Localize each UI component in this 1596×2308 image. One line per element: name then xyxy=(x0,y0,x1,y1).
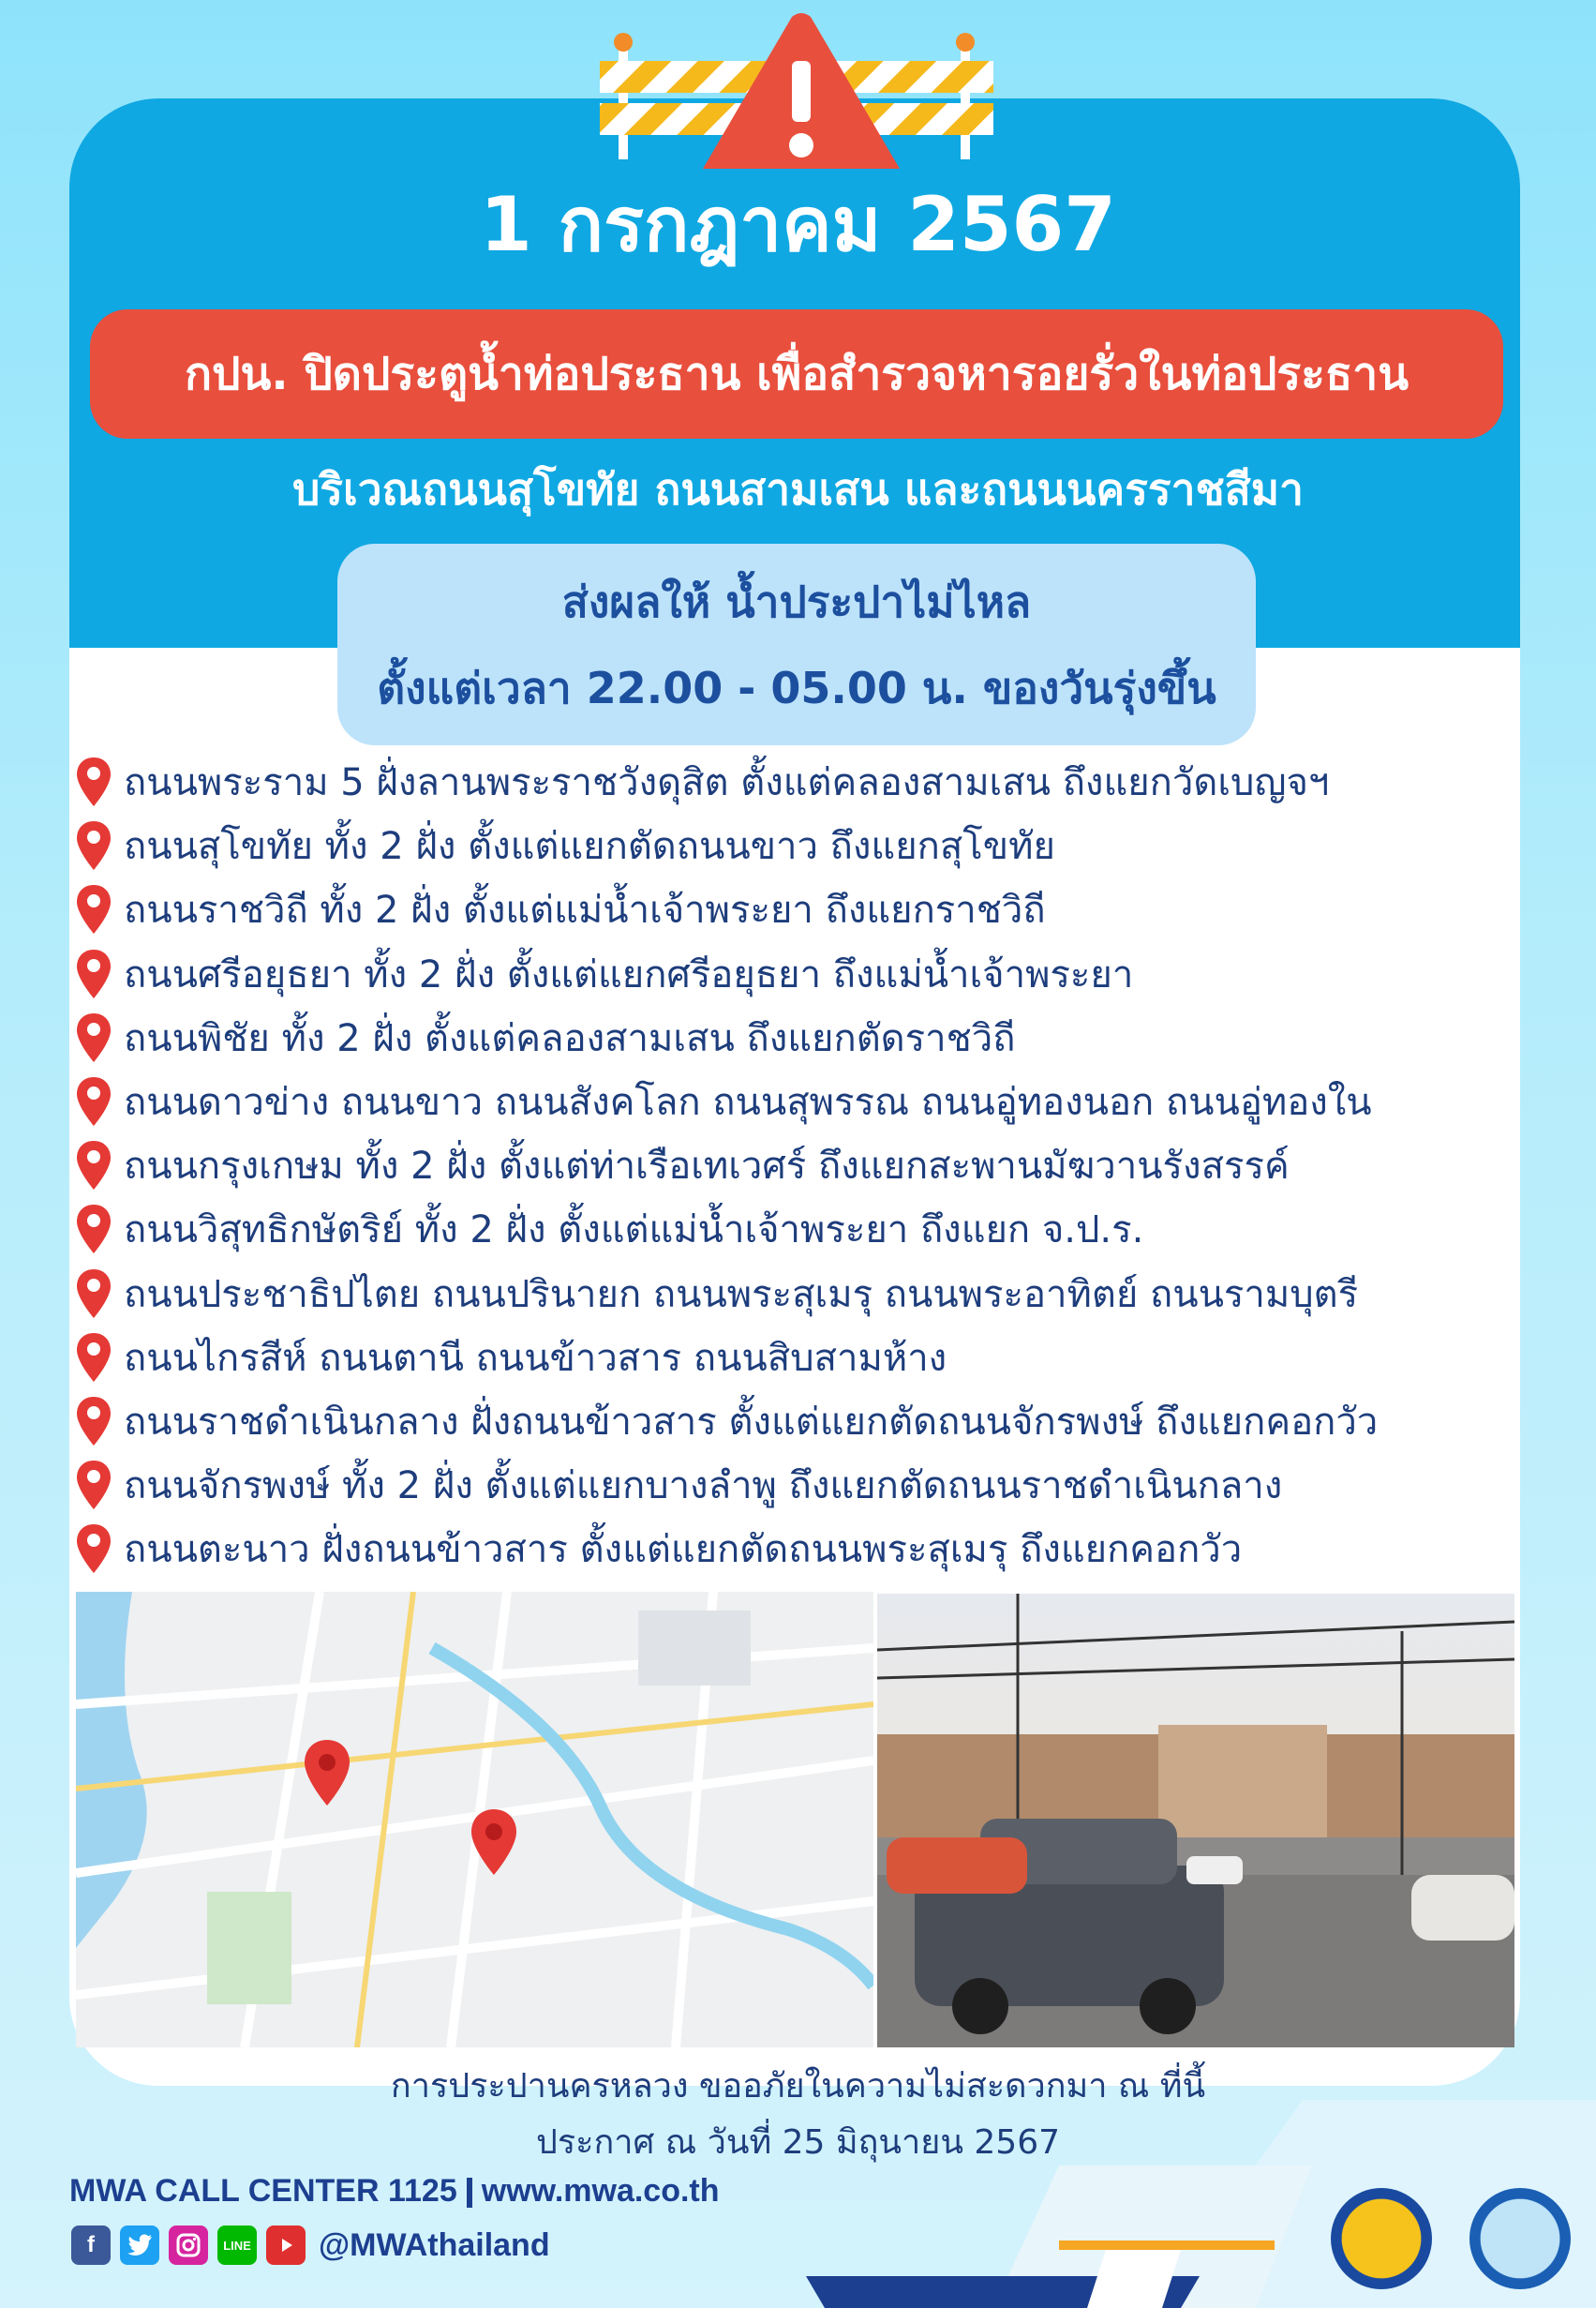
list-item xyxy=(75,1133,1556,1197)
map-pin-icon xyxy=(75,1459,112,1511)
map-pin-icon xyxy=(75,948,112,1000)
road-text: ถนนศรีอยุธยา ทั้ง 2 ฝั่ง ตั้งแต่แยกศรีอยุธยา ถึงแม่น้ำเจ้าพระยา xyxy=(124,952,1134,997)
list-item xyxy=(75,877,1556,941)
instagram-icon[interactable] xyxy=(169,2226,208,2265)
list-item xyxy=(75,1070,1556,1133)
list-item xyxy=(75,1197,1556,1261)
map-pin-icon xyxy=(75,1522,112,1575)
facebook-icon[interactable]: f xyxy=(71,2226,111,2265)
list-item xyxy=(75,1389,1556,1453)
effect-box xyxy=(337,544,1256,745)
map-pin-icon xyxy=(75,819,112,872)
effect-line-1: ส่งผลให้ น้ำประปาไม่ไหล xyxy=(561,577,1032,627)
street-photo xyxy=(877,1594,1514,2047)
apology-text xyxy=(0,2059,1596,2171)
footer-contact xyxy=(69,2173,720,2210)
list-item xyxy=(75,1326,1556,1389)
road-text: ถนนจักรพงษ์ ทั้ง 2 ฝั่ง ตั้งแต่แยกบางลำพู ถึงแยกตัดถนนราชดำเนินกลาง xyxy=(124,1464,1283,1508)
road-text: ถนนดาวข่าง ถนนขาว ถนนสังคโลก ถนนสุพรรณ ถนนอู่ทองนอก ถนนอู่ทองใน xyxy=(124,1081,1372,1125)
list-item xyxy=(75,942,1556,1006)
affected-area: บริเวณถนนสุโขทัย ถนนสามเสน และถนนนครราชสีมา xyxy=(292,464,1304,515)
road-text: ถนนไกรสีห์ ถนนตานี ถนนข้าวสาร ถนนสิบสามห้าง xyxy=(124,1336,947,1380)
road-text: ถนนประชาธิปไตย ถนนปรินายก ถนนพระสุเมรุ ถนนพระอาทิตย์ ถนนรามบุตรี xyxy=(124,1272,1359,1316)
announce-date: ประกาศ ณ วันที่ 25 มิถุนายน 2567 xyxy=(535,2123,1061,2162)
map-pin-icon xyxy=(75,1395,112,1447)
effect-line-2: ตั้งแต่เวลา 22.00 - 05.00 น. ของวันรุ่งขึ้น xyxy=(377,663,1216,713)
map-pin-icon xyxy=(75,1139,112,1191)
map-pin-icon xyxy=(75,1012,112,1064)
road-text: ถนนวิสุทธิกษัตริย์ ทั้ง 2 ฝั่ง ตั้งแต่แม่น้ำเจ้าพระยา ถึงแยก จ.ป.ร. xyxy=(124,1208,1144,1252)
road-text: ถนนราชวิถี ทั้ง 2 ฝั่ง ตั้งแต่แม่น้ำเจ้าพระยา ถึงแยกราชวิถี xyxy=(124,889,1046,933)
list-item xyxy=(75,1517,1556,1581)
map-pin-icon xyxy=(75,883,112,936)
twitter-icon[interactable] xyxy=(120,2226,159,2265)
map-pin-icon xyxy=(75,756,112,808)
road-text: ถนนสุโขทัย ทั้ง 2 ฝั่ง ตั้งแต่แยกตัดถนนขาว ถึงแยกสุโขทัย xyxy=(124,825,1055,869)
map-pin-icon xyxy=(75,1075,112,1128)
map-pin-icon xyxy=(75,1331,112,1384)
social-bar xyxy=(71,2226,550,2265)
emblem-logo xyxy=(1331,2188,1432,2289)
list-item xyxy=(75,1262,1556,1326)
list-item xyxy=(75,1453,1556,1517)
street-photo-graphic xyxy=(877,1594,1514,2047)
map-pin-icon xyxy=(75,1267,112,1320)
road-text: ถนนพิชัย ทั้ง 2 ฝั่ง ตั้งแต่คลองสามเสน ถึงแยกตัดราชวิถี xyxy=(124,1016,1016,1060)
list-item xyxy=(75,1006,1556,1070)
map-pin-icon xyxy=(75,1203,112,1255)
apology-line: การประปานครหลวง ขออภัยในความไม่สะดวกมา ณ ที่นี้ xyxy=(390,2067,1206,2106)
road-text: ถนนตะนาว ฝั่งถนนข้าวสาร ตั้งแต่แยกตัดถนนพระสุเมรุ ถึงแยกคอกวัว xyxy=(124,1528,1243,1572)
list-item xyxy=(75,750,1556,814)
area-map xyxy=(76,1592,873,2047)
road-barrier-warning-icon xyxy=(590,9,1012,169)
divider xyxy=(467,2178,472,2208)
road-list xyxy=(75,750,1556,1581)
mwa-logo xyxy=(1469,2188,1571,2289)
line-icon[interactable]: LINE xyxy=(217,2226,257,2265)
date-title: 1 กรกฎาคม 2567 xyxy=(480,181,1116,268)
website-link[interactable]: www.mwa.co.th xyxy=(481,2173,720,2209)
youtube-icon[interactable] xyxy=(266,2226,306,2265)
road-text: ถนนราชดำเนินกลาง ฝั่งถนนข้าวสาร ตั้งแต่แยกตัดถนนจักรพงษ์ ถึงแยกคอกวัว xyxy=(124,1400,1379,1444)
list-item xyxy=(75,814,1556,877)
map-graphic xyxy=(76,1592,873,2047)
road-text: ถนนพระราม 5 ฝั่งลานพระราชวังดุสิต ตั้งแต่คลองสามเสน ถึงแยกวัดเบญจฯ xyxy=(124,761,1330,805)
road-text: ถนนกรุงเกษม ทั้ง 2 ฝั่ง ตั้งแต่ท่าเรือเทเวศร์ ถึงแยกสะพานมัฆวานรังสรรค์ xyxy=(124,1145,1290,1189)
headline-banner: กปน. ปิดประตูน้ำท่อประธาน เพื่อสำรวจหารอยรั่วในท่อประธาน xyxy=(90,309,1503,439)
call-center: MWA CALL CENTER 1125 xyxy=(69,2173,457,2209)
social-handle: @MWAthailand xyxy=(319,2226,550,2263)
